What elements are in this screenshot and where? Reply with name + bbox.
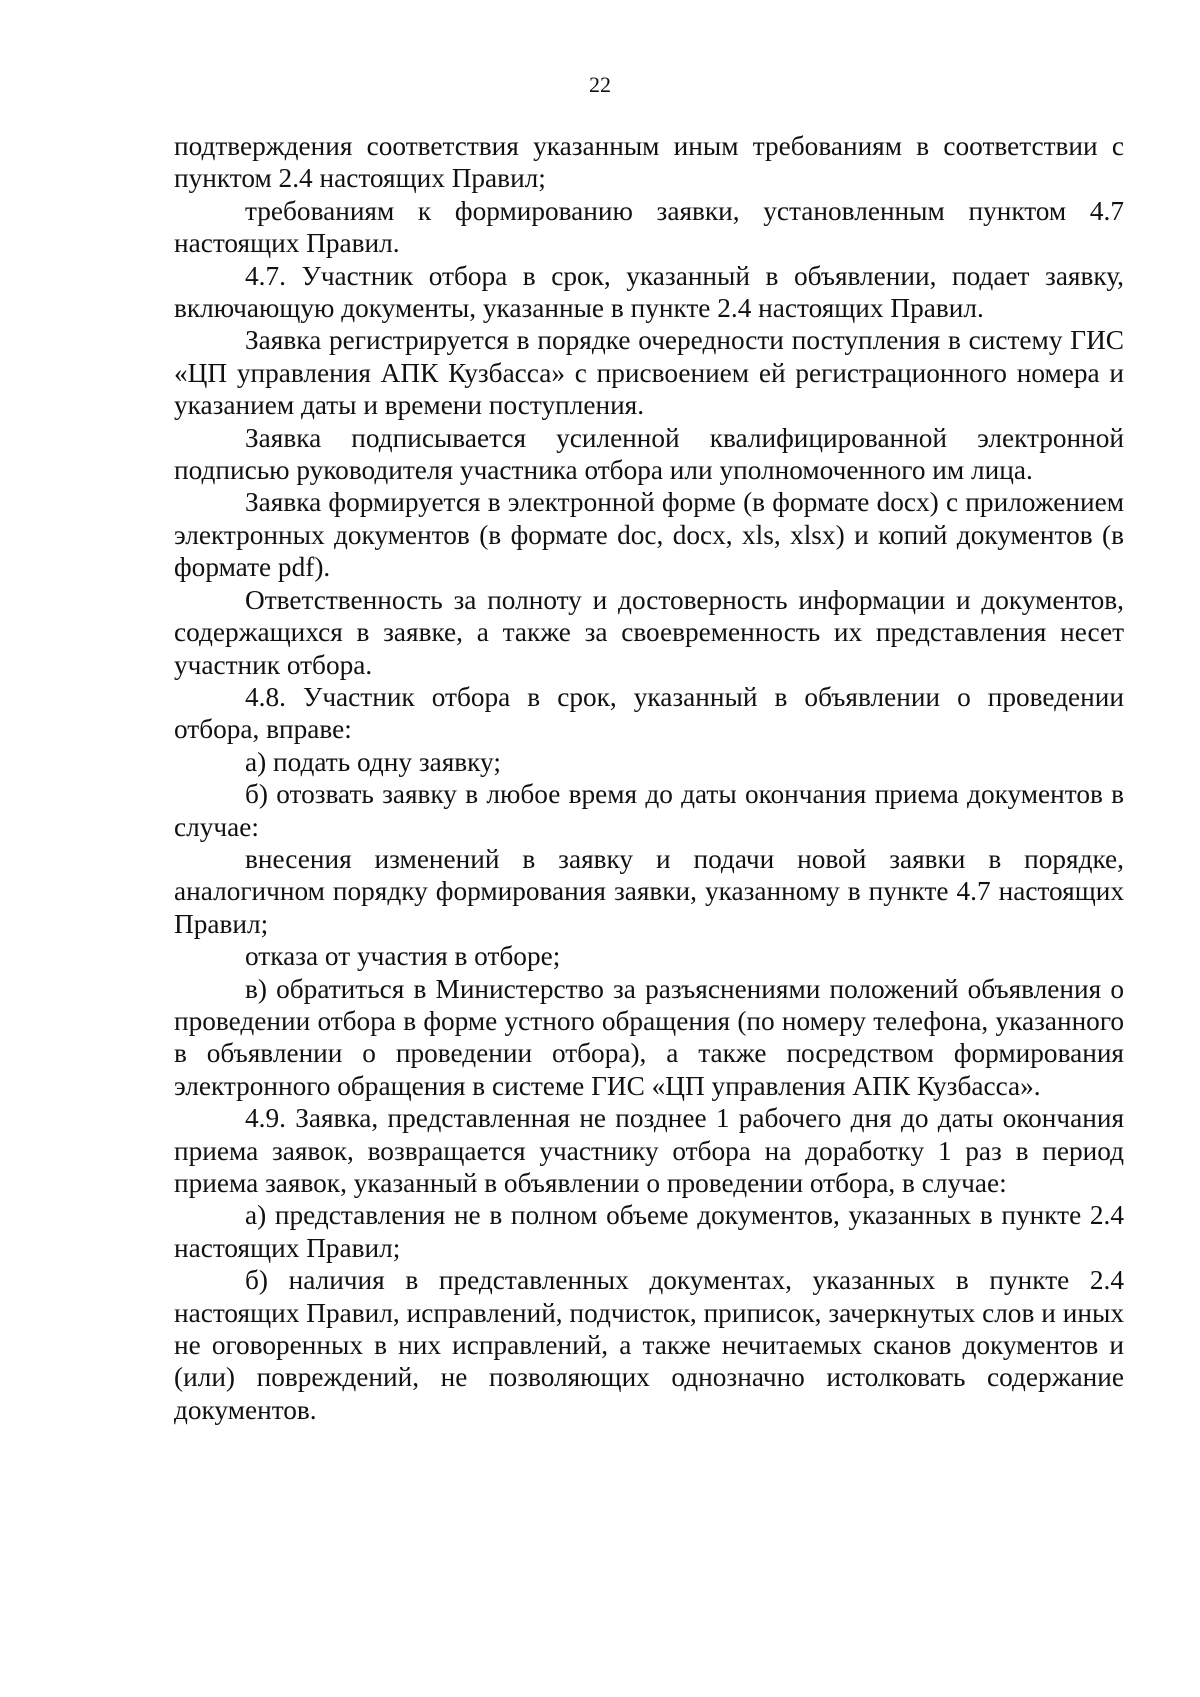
paragraph: Ответственность за полноту и достоверность информации и документов, содержащихся в заявке, а также за своевременность их представления несет участник отбора. [174,584,1124,680]
paragraph-list-item: а) представления не в полном объеме документов, указанных в пункте 2.4 настоящих Правил; [174,1200,1124,1263]
paragraph-clause-4-8: 4.8. Участник отбора в срок, указанный в объявлении о проведении отбора, вправе: [174,681,1124,745]
paragraph: отказа от участия в отборе; [245,941,561,972]
paragraph-list-item: б) отозвать заявку в любое время до даты окончания приема документов в случае: [174,779,1124,842]
paragraph: Заявка формируется в электронной форме (в формате docx) с приложением электронных документов (в формате doc, docx, xls, xlsx) и копий документов (в формате pdf). [174,487,1124,583]
paragraph: Заявка подписывается усиленной квалифицированной электронной подписью руководителя участника отбора или уполномоченного им лица. [174,422,1124,486]
paragraph-clause-4-9: 4.9. Заявка, представленная не позднее 1 рабочего дня до даты окончания приема заявок, возвращается участнику отбора на доработку 1 раз в период приема заявок, указанный в объявлении о проведении отбора, в случае: [174,1103,1124,1198]
page-number: 22 [589,72,611,97]
paragraph-continuation: подтверждения соответствия указанным иным требованиям в соответствии с пунктом 2.4 настоящих Правил; [174,131,1124,194]
paragraph-list-item: б) наличия в представленных документах, указанных в пункте 2.4 настоящих Правил, исправлений, подчисток, приписок, зачеркнутых слов и иных не оговоренных в них исправлений, а также нечитаемых сканов документов и (или) повреждений, не позволяющих однозначно истолковать содержание документов. [174,1265,1124,1425]
paragraph-list-item: в) обратиться в Министерство за разъяснениями положений объявления о проведении отбора в форме устного обращения (по номеру телефона, указанного в объявлении о проведении отбора), а также посредством формирования электронного обращения в системе ГИС «ЦП управления АПК Кузбасса». [174,973,1124,1101]
paragraph-list-item: а) подать одну заявку; [245,746,501,777]
paragraph: Заявка регистрируется в порядке очередности поступления в систему ГИС «ЦП управления АПК Кузбасса» с присвоением ей регистрационного номера и указанием даты и времени поступления. [174,325,1124,421]
paragraph: требованиям к формированию заявки, установленным пунктом 4.7 настоящих Правил. [174,195,1124,259]
paragraph: внесения изменений в заявку и подачи новой заявки в порядке, аналогичном порядку формирования заявки, указанному в пункте 4.7 настоящих Правил; [174,843,1124,939]
document-body [174,130,1124,1426]
paragraph-clause-4-7: 4.7. Участник отбора в срок, указанный в объявлении, подает заявку, включающую документы, указанные в пункте 2.4 настоящих Правил. [174,260,1124,324]
